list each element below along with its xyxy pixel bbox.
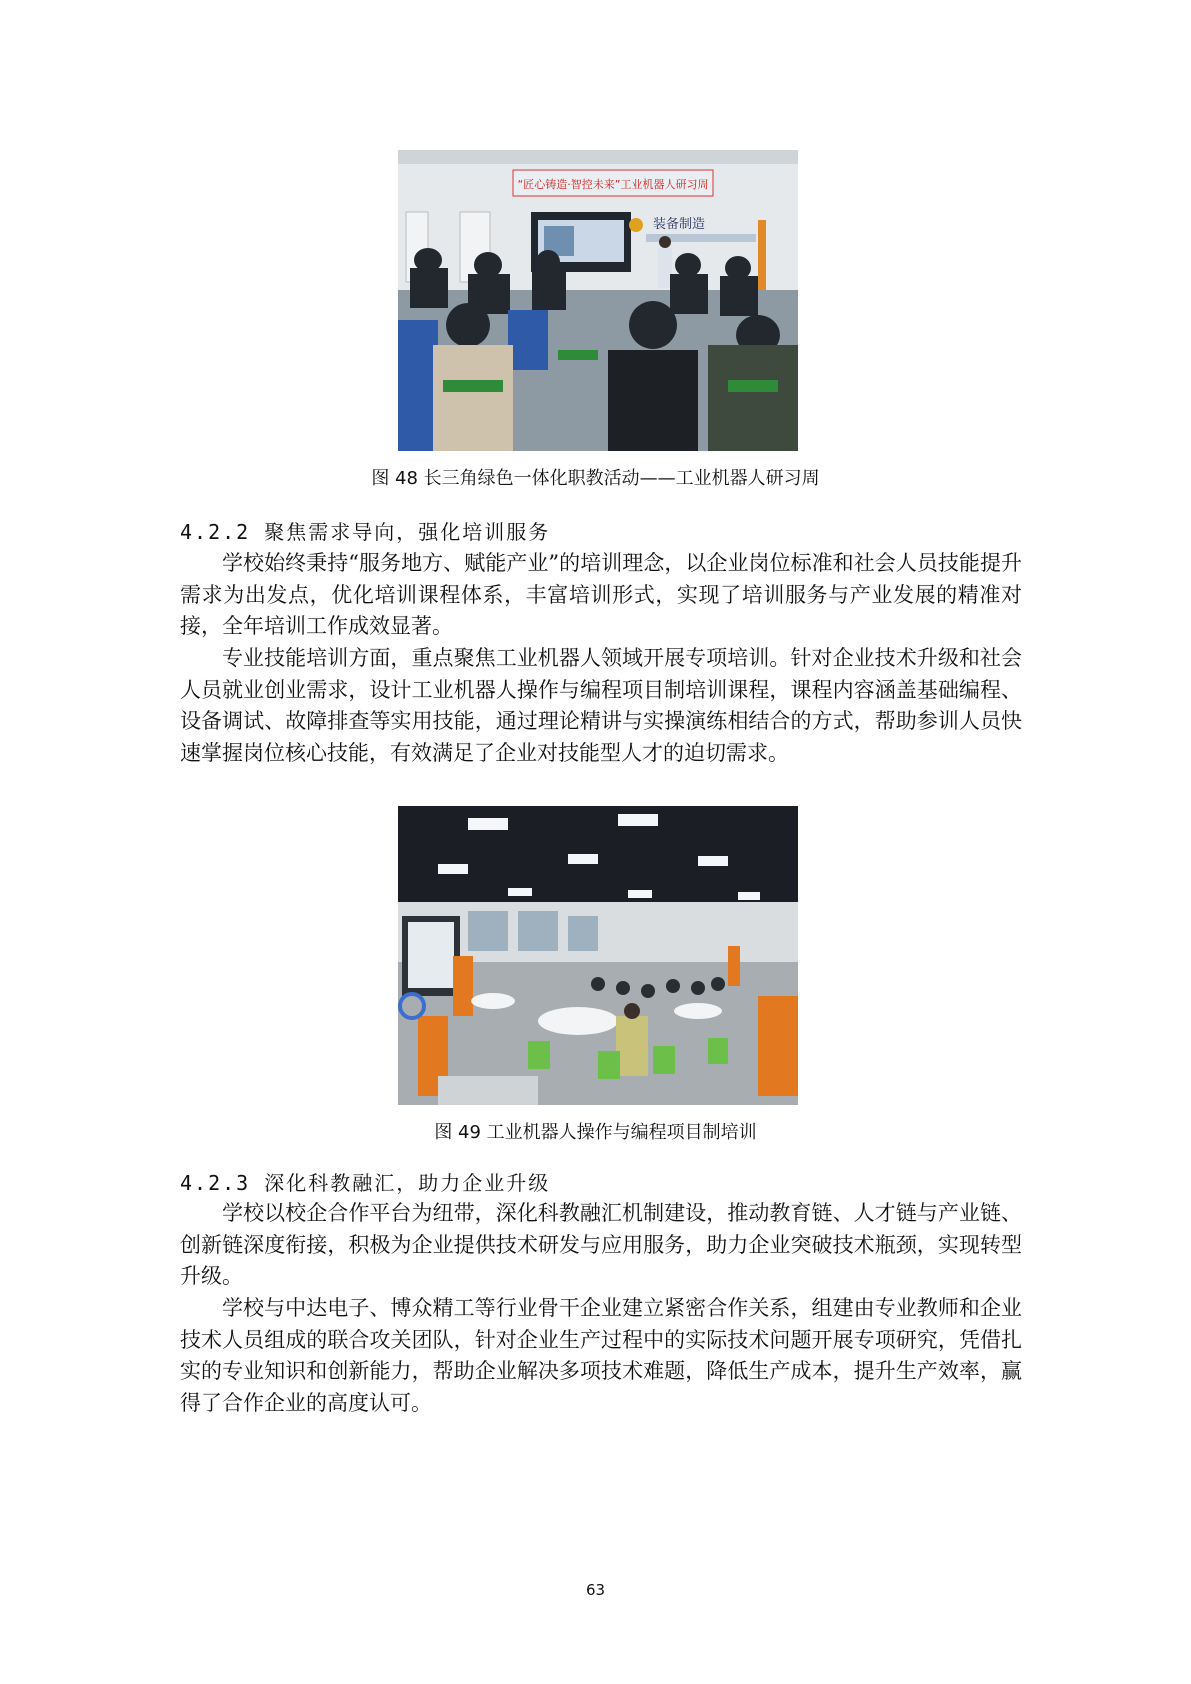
wall-sign-text: 装备制造 — [653, 217, 706, 232]
photo-robot-training-hall — [398, 806, 798, 1105]
figure-49-caption: 图 49 工业机器人操作与编程项目制培训 — [434, 1122, 757, 1143]
photo-robotics-seminar-drawing — [398, 150, 798, 451]
section-4-2-2-paragraph-1: 学校始终秉持“服务地方、赋能产业”的培训理念，以企业岗位标准和社会人员技能提升需求为出发点，优化培训课程体系，丰富培训形式，实现了培训服务与产业发展的精准对接，全年培训工作成效显著。 — [180, 551, 1022, 638]
banner-text: “匠心铸造·智控未来”工业机器人研习周 — [517, 178, 709, 191]
page-number: 63 — [585, 1581, 606, 1599]
photo-robot-training-hall-drawing — [398, 806, 798, 1105]
photo-robotics-seminar — [398, 150, 798, 451]
section-4-2-3-paragraph-1: 学校以校企合作平台为纽带，深化科教融汇机制建设，推动教育链、人才链与产业链、创新链深度衔接，积极为企业提供技术研发与应用服务，助力企业突破技术瓶颈，实现转型升级。 — [180, 1201, 1022, 1288]
section-4-2-3-heading: 4.2.3 深化科教融汇，助力企业升级 — [180, 1171, 551, 1195]
figure-48-caption: 图 48 长三角绿色一体化职教活动——工业机器人研习周 — [371, 468, 820, 489]
section-4-2-2-paragraph-2: 专业技能培训方面，重点聚焦工业机器人领域开展专项培训。针对企业技术升级和社会人员就业创业需求，设计工业机器人操作与编程项目制培训课程，课程内容涵盖基础编程、设备调试、故障排查等实用技能，通过理论精讲与实操演练相结合的方式，帮助参训人员快速掌握岗位核心技能，有效满足了企业对技能型人才的迫切需求。 — [180, 646, 1022, 765]
section-4-2-3-paragraph-2: 学校与中达电子、博众精工等行业骨干企业建立紧密合作关系，组建由专业教师和企业技术人员组成的联合攻关团队，针对企业生产过程中的实际技术问题开展专项研究，凭借扎实的专业知识和创新能力，帮助企业解决多项技术难题，降低生产成本，提升生产效率，赢得了合作企业的高度认可。 — [180, 1296, 1022, 1415]
section-4-2-2-heading: 4.2.2 聚焦需求导向，强化培训服务 — [180, 520, 551, 544]
